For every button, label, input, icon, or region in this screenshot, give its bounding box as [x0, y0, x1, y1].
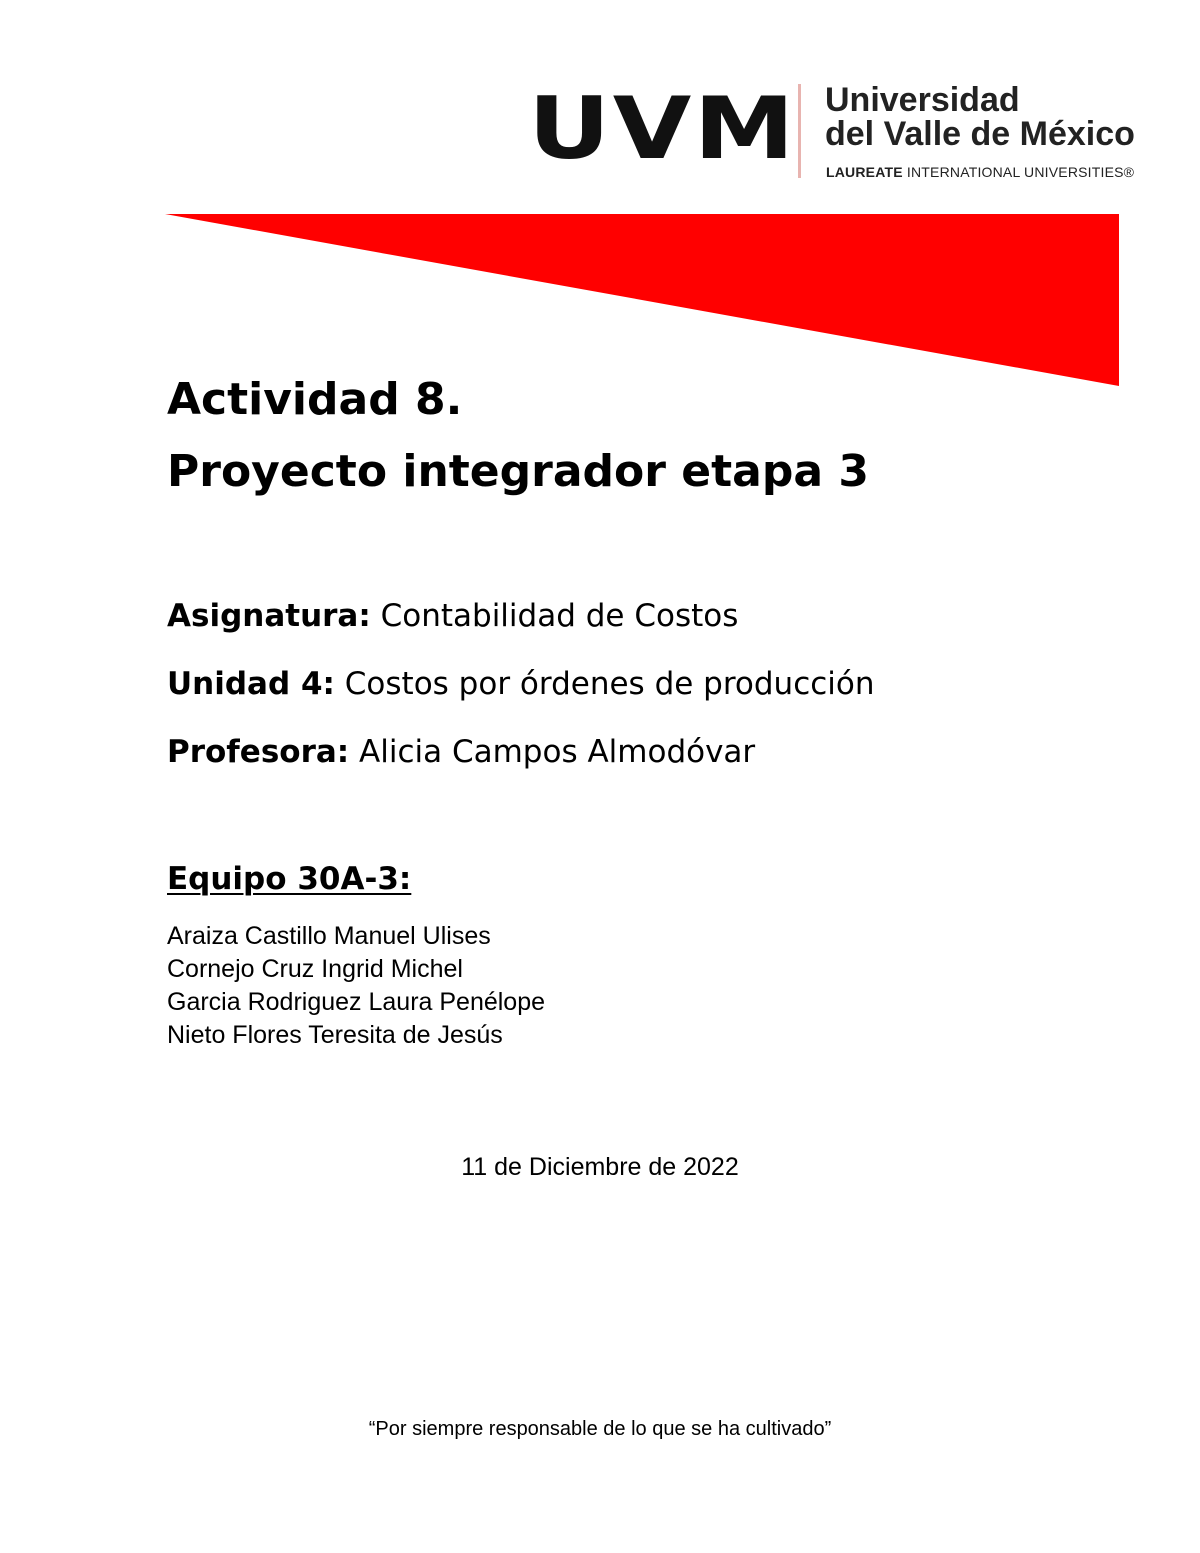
team-members-list	[167, 920, 545, 1052]
team-member: Cornejo Cruz Ingrid Michel	[167, 955, 463, 983]
team-heading: Equipo 30A-3:	[167, 861, 412, 897]
logo-mark: UVM	[528, 79, 798, 179]
unit-label: Unidad 4:	[167, 666, 335, 702]
teacher-value: Alicia Campos Almodóvar	[349, 734, 756, 770]
team-member: Araiza Castillo Manuel Ulises	[167, 922, 491, 950]
red-wedge-shape	[165, 214, 1119, 386]
unit-line	[167, 665, 875, 703]
logo-subtitle-rest: INTERNATIONAL UNIVERSITIES®	[902, 164, 1135, 180]
subject-value: Contabilidad de Costos	[370, 598, 739, 634]
logo-name-line2: del Valle de México	[825, 115, 1135, 153]
subject-line	[167, 597, 738, 635]
logo-subtitle-bold: LAUREATE	[826, 164, 903, 180]
teacher-line	[167, 733, 755, 771]
title-activity: Actividad 8.	[167, 374, 463, 425]
subject-label: Asignatura:	[167, 598, 371, 634]
title-project: Proyecto integrador etapa 3	[167, 446, 869, 497]
unit-value: Costos por órdenes de producción	[334, 666, 875, 702]
red-wedge-banner	[165, 214, 1119, 386]
logo-name-line1: Universidad	[825, 81, 1020, 119]
university-motto: “Por siempre responsable de lo que se ha cultivado”	[368, 1418, 832, 1440]
logo-subtitle	[826, 164, 1134, 180]
university-logo	[528, 79, 1148, 182]
team-member: Nieto Flores Teresita de Jesús	[167, 1021, 503, 1049]
team-member: Garcia Rodriguez Laura Penélope	[167, 988, 546, 1016]
logo-divider	[798, 84, 801, 178]
document-date: 11 de Diciembre de 2022	[461, 1153, 739, 1181]
teacher-label: Profesora:	[167, 734, 350, 770]
